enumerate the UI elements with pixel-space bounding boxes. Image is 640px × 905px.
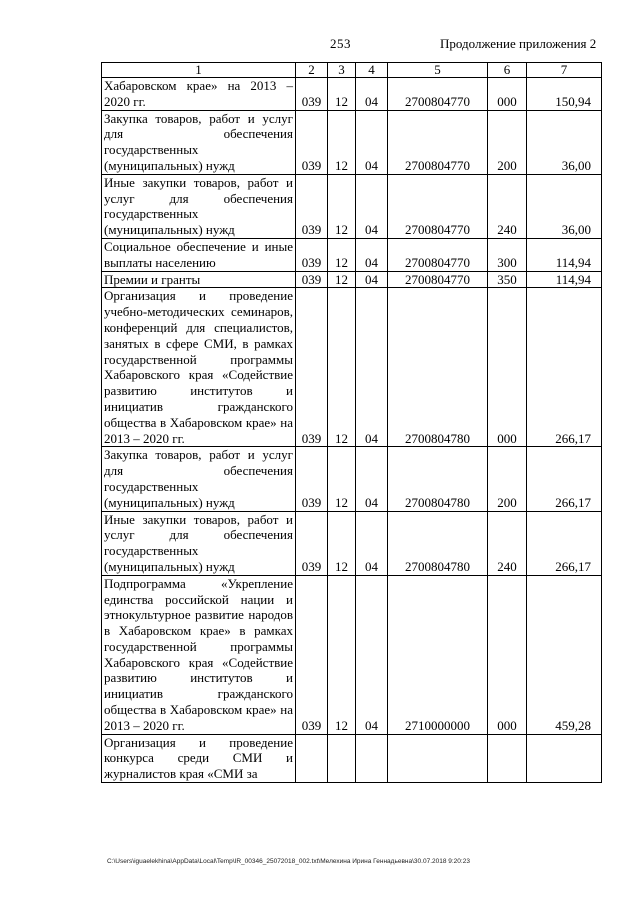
- cell-amount: 266,17: [527, 511, 602, 575]
- cell-type: 350: [488, 271, 527, 288]
- row-name: Социальное обеспечение и иные выплаты населению: [102, 238, 296, 271]
- cell-subsection: [356, 734, 388, 782]
- cell-amount: [527, 734, 602, 782]
- cell-subsection: 04: [356, 271, 388, 288]
- cell-target: 2700804780: [388, 511, 488, 575]
- column-header: 1: [102, 63, 296, 78]
- cell-target: 2700804770: [388, 78, 488, 111]
- cell-target: 2700804770: [388, 271, 488, 288]
- cell-subsection: 04: [356, 575, 388, 734]
- cell-section: 12: [328, 447, 356, 511]
- table-header-row: [102, 63, 602, 78]
- cell-subsection: 04: [356, 447, 388, 511]
- cell-code: 039: [296, 288, 328, 447]
- table-row: [102, 734, 602, 782]
- file-path-footer: C:\Users\iguaelekhina\AppData\Local\Temp\IR_00346_25072018_002.txt\Мелехина Ирина Геннадьевна\30.07.2018 9:20:23: [107, 858, 470, 865]
- cell-section: 12: [328, 238, 356, 271]
- cell-section: 12: [328, 78, 356, 111]
- cell-section: [328, 734, 356, 782]
- cell-amount: 36,00: [527, 110, 602, 174]
- row-name: Иные закупки товаров, работ и услуг для обеспечения государственных (муниципальных) нужд: [102, 174, 296, 238]
- cell-subsection: 04: [356, 238, 388, 271]
- cell-type: 000: [488, 575, 527, 734]
- column-header: 4: [356, 63, 388, 78]
- cell-section: 12: [328, 174, 356, 238]
- cell-type: 240: [488, 174, 527, 238]
- row-name: Иные закупки товаров, работ и услуг для обеспечения государственных (муниципальных) нужд: [102, 511, 296, 575]
- cell-code: 039: [296, 238, 328, 271]
- cell-amount: 266,17: [527, 288, 602, 447]
- cell-code: 039: [296, 174, 328, 238]
- table-row: [102, 271, 602, 288]
- cell-target: 2700804770: [388, 238, 488, 271]
- cell-target: 2710000000: [388, 575, 488, 734]
- table-row: [102, 511, 602, 575]
- column-header: 3: [328, 63, 356, 78]
- cell-amount: 114,94: [527, 238, 602, 271]
- budget-table: [101, 62, 602, 783]
- cell-section: 12: [328, 575, 356, 734]
- cell-type: [488, 734, 527, 782]
- table-row: [102, 78, 602, 111]
- cell-amount: 150,94: [527, 78, 602, 111]
- cell-type: 000: [488, 78, 527, 111]
- cell-code: 039: [296, 575, 328, 734]
- row-name: Подпрограмма «Укрепление единства российской нации и этнокультурное развитие народов в Хабаровском крае» в рамках государственной программы Хабаровского края «Содействие развитию институтов и инициатив гражданского общества в Хабаровском крае» на 2013 – 2020 гг.: [102, 575, 296, 734]
- cell-target: [388, 734, 488, 782]
- cell-code: 039: [296, 511, 328, 575]
- appendix-continuation-label: Продолжение приложения 2: [440, 36, 597, 51]
- cell-target: 2700804780: [388, 447, 488, 511]
- table-row: [102, 447, 602, 511]
- table-row: [102, 288, 602, 447]
- cell-code: 039: [296, 271, 328, 288]
- cell-target: 2700804780: [388, 288, 488, 447]
- cell-amount: 114,94: [527, 271, 602, 288]
- row-name: Организация и проведение конкурса среди СМИ и журналистов края «СМИ за: [102, 734, 296, 782]
- cell-section: 12: [328, 511, 356, 575]
- cell-target: 2700804770: [388, 110, 488, 174]
- cell-type: 240: [488, 511, 527, 575]
- cell-amount: 36,00: [527, 174, 602, 238]
- cell-target: 2700804770: [388, 174, 488, 238]
- cell-code: 039: [296, 78, 328, 111]
- table-row: [102, 575, 602, 734]
- row-name: Закупка товаров, работ и услуг для обеспечения государственных (муниципальных) нужд: [102, 447, 296, 511]
- cell-amount: 266,17: [527, 447, 602, 511]
- column-header: 5: [388, 63, 488, 78]
- row-name: Организация и проведение учебно-методических семинаров, конференций для специалистов, занятых в сфере СМИ, в рамках государственной программы Хабаровского края «Содействие развитию институтов и инициатив гражданского общества в Хабаровском крае» на 2013 – 2020 гг.: [102, 288, 296, 447]
- table-row: [102, 110, 602, 174]
- table-row: [102, 174, 602, 238]
- cell-type: 000: [488, 288, 527, 447]
- cell-code: 039: [296, 110, 328, 174]
- page-number: 253: [330, 36, 351, 51]
- cell-subsection: 04: [356, 288, 388, 447]
- cell-subsection: 04: [356, 511, 388, 575]
- cell-type: 300: [488, 238, 527, 271]
- column-header: 6: [488, 63, 527, 78]
- cell-subsection: 04: [356, 174, 388, 238]
- cell-section: 12: [328, 110, 356, 174]
- cell-code: [296, 734, 328, 782]
- column-header: 7: [527, 63, 602, 78]
- row-name: Премии и гранты: [102, 271, 296, 288]
- row-name: Хабаровском крае» на 2013 – 2020 гг.: [102, 78, 296, 111]
- cell-section: 12: [328, 288, 356, 447]
- table-row: [102, 238, 602, 271]
- column-header: 2: [296, 63, 328, 78]
- cell-section: 12: [328, 271, 356, 288]
- cell-type: 200: [488, 447, 527, 511]
- cell-type: 200: [488, 110, 527, 174]
- cell-code: 039: [296, 447, 328, 511]
- row-name: Закупка товаров, работ и услуг для обеспечения государственных (муниципальных) нужд: [102, 110, 296, 174]
- cell-subsection: 04: [356, 78, 388, 111]
- cell-amount: 459,28: [527, 575, 602, 734]
- cell-subsection: 04: [356, 110, 388, 174]
